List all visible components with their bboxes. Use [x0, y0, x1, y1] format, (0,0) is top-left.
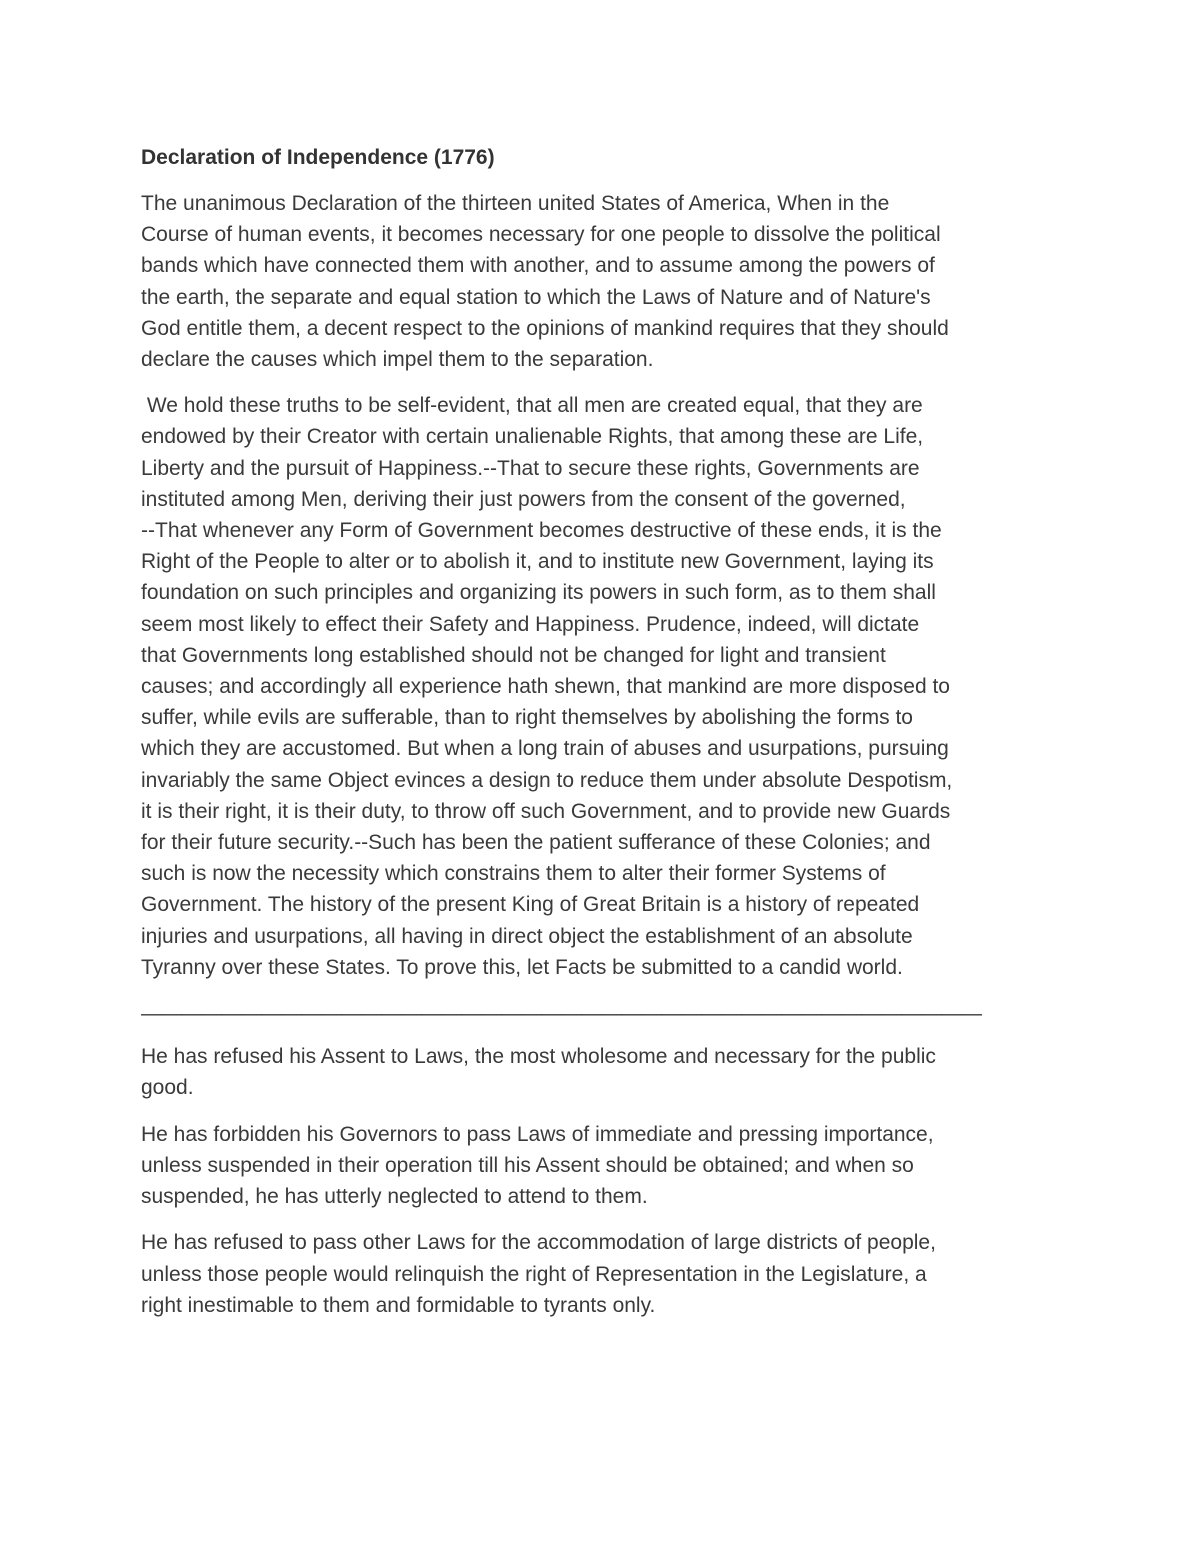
- document-body: [141, 142, 1061, 1336]
- text-line: God entitle them, a decent respect to the opinions of mankind requires that they should: [141, 316, 949, 340]
- text-line: unless those people would relinquish the right of Representation in the Legislature, a: [141, 1262, 927, 1286]
- document-title: Declaration of Independence (1776): [141, 146, 495, 169]
- text-line: Tyranny over these States. To prove this, let Facts be submitted to a candid world.: [141, 955, 903, 979]
- text-line: the earth, the separate and equal station to which the Laws of Nature and of Nature's: [141, 285, 931, 309]
- text-line: it is their right, it is their duty, to throw off such Government, and to provide new Guards: [141, 799, 951, 823]
- text-line: He has refused to pass other Laws for the accommodation of large districts of people,: [141, 1231, 936, 1255]
- text-line: suspended, he has utterly neglected to attend to them.: [141, 1185, 648, 1209]
- text-line: --That whenever any Form of Government becomes destructive of these ends, it is the: [141, 519, 942, 543]
- text-line: declare the causes which impel them to the separation.: [141, 348, 654, 372]
- separator-line: ——————————————————————————————————————————: [141, 1002, 981, 1026]
- text-line: endowed by their Creator with certain unalienable Rights, that among these are Life,: [141, 425, 924, 449]
- text-line: Government. The history of the present King of Great Britain is a history of repeated: [141, 893, 920, 917]
- text-line: that Governments long established should not be changed for light and transient: [141, 643, 886, 667]
- text-line: The unanimous Declaration of the thirteen united States of America, When in the: [141, 192, 890, 215]
- text-line: seem most likely to effect their Safety and Happiness. Prudence, indeed, will dictate: [141, 612, 920, 636]
- text-line: invariably the same Object evinces a design to reduce them under absolute Despotism,: [141, 768, 953, 792]
- text-line: bands which have connected them with another, and to assume among the powers of: [141, 254, 935, 278]
- text-line: good.: [141, 1076, 194, 1100]
- text-line: Course of human events, it becomes necessary for one people to dissolve the political: [141, 223, 941, 247]
- text-line: He has refused his Assent to Laws, the most wholesome and necessary for the public: [141, 1045, 936, 1069]
- text-line: foundation on such principles and organizing its powers in such form, as to them shall: [141, 581, 936, 605]
- text-line: instituted among Men, deriving their just powers from the consent of the governed,: [141, 487, 906, 511]
- text-line: Liberty and the pursuit of Happiness.--That to secure these rights, Governments are: [141, 456, 920, 480]
- text-line: causes; and accordingly all experience hath shewn, that mankind are more disposed to: [141, 675, 950, 699]
- text-line: such is now the necessity which constrains them to alter their former Systems of: [141, 862, 886, 886]
- grievance-representation: [141, 1227, 1061, 1321]
- text-line: injuries and usurpations, all having in direct object the establishment of an absolute: [141, 924, 913, 948]
- grievance-assent-to-laws: [141, 1041, 1061, 1103]
- text-line: for their future security.--Such has been the patient sufferance of these Colonies; and: [141, 831, 931, 855]
- text-line: right inestimable to them and formidable to tyrants only.: [141, 1293, 656, 1317]
- text-line: We hold these truths to be self-evident, that all men are created equal, that they are: [141, 394, 923, 418]
- text-line: Right of the People to alter or to abolish it, and to institute new Government, laying its: [141, 550, 934, 574]
- text-line: He has forbidden his Governors to pass Laws of immediate and pressing importance,: [141, 1122, 934, 1146]
- text-line: unless suspended in their operation till his Assent should be obtained; and when so: [141, 1153, 914, 1177]
- grievance-governors: [141, 1119, 1061, 1213]
- paragraph-preamble: [141, 188, 1061, 375]
- paragraph-self-evident-truths: [141, 390, 1061, 983]
- text-line: which they are accustomed. But when a long train of abuses and usurpations, pursuing: [141, 737, 949, 761]
- text-line: suffer, while evils are sufferable, than to right themselves by abolishing the forms to: [141, 706, 913, 730]
